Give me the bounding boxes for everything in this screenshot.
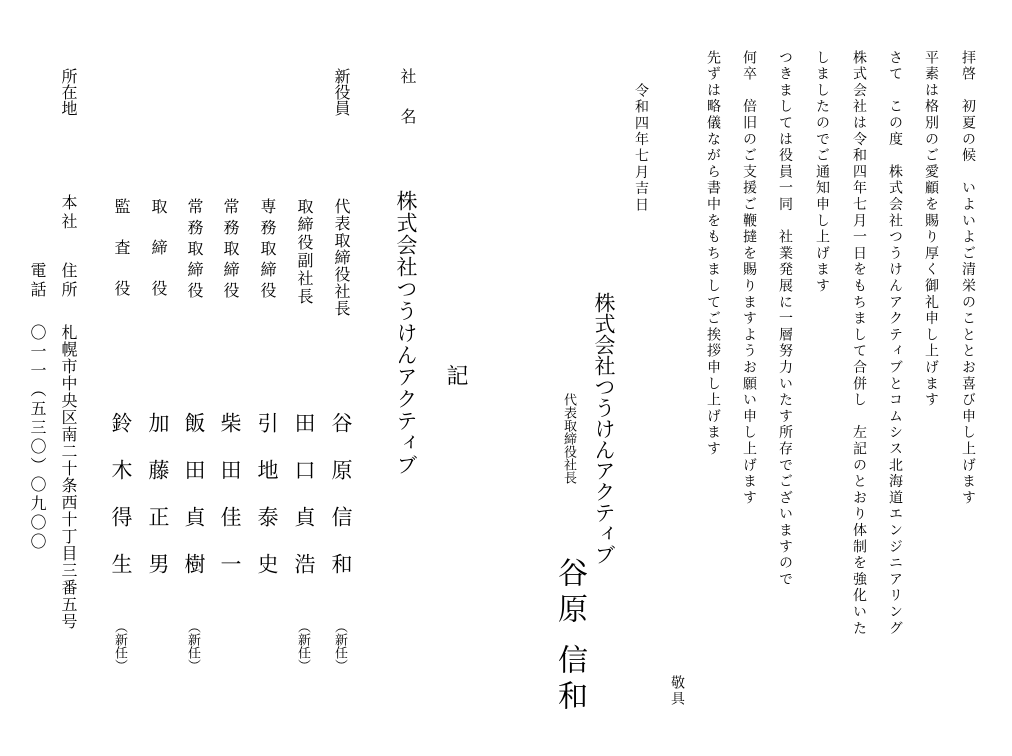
officer-title: 取締役副社長 — [295, 198, 314, 306]
tel-label: 電話 — [28, 262, 47, 300]
officer-name: 引地泰史 — [255, 412, 279, 600]
tel-value: 〇一一（五三〇）〇九〇〇 — [28, 324, 47, 552]
officer-name: 飯田貞樹 — [182, 412, 206, 600]
letter-line-6: つきましては役員一同 社業発展に一層努力いたす所存でございますので — [777, 50, 793, 588]
officer-note: （新任） — [185, 620, 200, 672]
officer-note: （新任） — [332, 620, 347, 672]
officer-name: 柴田佳一 — [218, 412, 242, 600]
ki-heading: 記 — [443, 364, 468, 386]
letter-line-5: しましたのでご通知申し上げます — [814, 50, 830, 295]
letter-line-7: 何卒 倍旧のご支援ご鞭撻を賜りますようお願い申し上げます — [741, 50, 757, 507]
officer-note: （新任） — [112, 620, 127, 672]
address-value: 札幌市中央区南二十条西十丁目三番五号 — [59, 324, 78, 630]
letter-line-2: 平素は格別のご愛顧を賜り厚く御礼申し上げます — [923, 50, 939, 409]
jusho-label: 住所 — [59, 262, 78, 300]
letter-line-8: 先ずは略儀ながら書中をもちましてご挨拶申し上げます — [705, 50, 721, 458]
officer-title: 監査役 — [112, 198, 131, 321]
closing-keigu: 敬具 — [669, 675, 685, 708]
letter-line-4: 株式会社は令和四年七月一日をもちまして合併し 左記のとおり体制を強化いた — [851, 50, 867, 637]
officer-title: 常務取締役 — [185, 198, 204, 303]
letter-line-3: さて この度 株式会社つうけんアクティブとコムシス北海道エンジニアリング — [887, 50, 903, 637]
officers-label: 新役員 — [332, 68, 351, 116]
officer-name: 加藤正男 — [146, 412, 170, 600]
letter-line-1: 拝啓 初夏の候 いよいよご清栄のこととお喜び申し上げます — [960, 50, 976, 507]
officer-title: 専務取締役 — [258, 198, 277, 303]
officer-name: 鈴木得生 — [109, 412, 133, 600]
officer-title: 常務取締役 — [221, 198, 240, 303]
officer-title: 取締役 — [149, 198, 168, 321]
sender-name-given: 信和 — [552, 644, 587, 716]
company-name: 株式会社つうけんアクティブ — [394, 190, 418, 476]
sender-name-family: 谷原 — [552, 557, 587, 629]
office-label: 本社 — [59, 194, 78, 232]
address-label: 所在地 — [59, 68, 78, 116]
company-label: 社 名 — [398, 68, 417, 128]
officer-name: 田口貞浩 — [292, 412, 316, 600]
officer-name: 谷原信和 — [329, 412, 353, 600]
sender-title: 代表取締役社長 — [561, 393, 576, 484]
letter-date: 令和四年七月吉日 — [633, 83, 649, 214]
officer-title: 代表取締役社長 — [332, 198, 351, 317]
sender-company: 株式会社つうけんアクティブ — [592, 292, 616, 565]
officer-note: （新任） — [295, 620, 310, 672]
